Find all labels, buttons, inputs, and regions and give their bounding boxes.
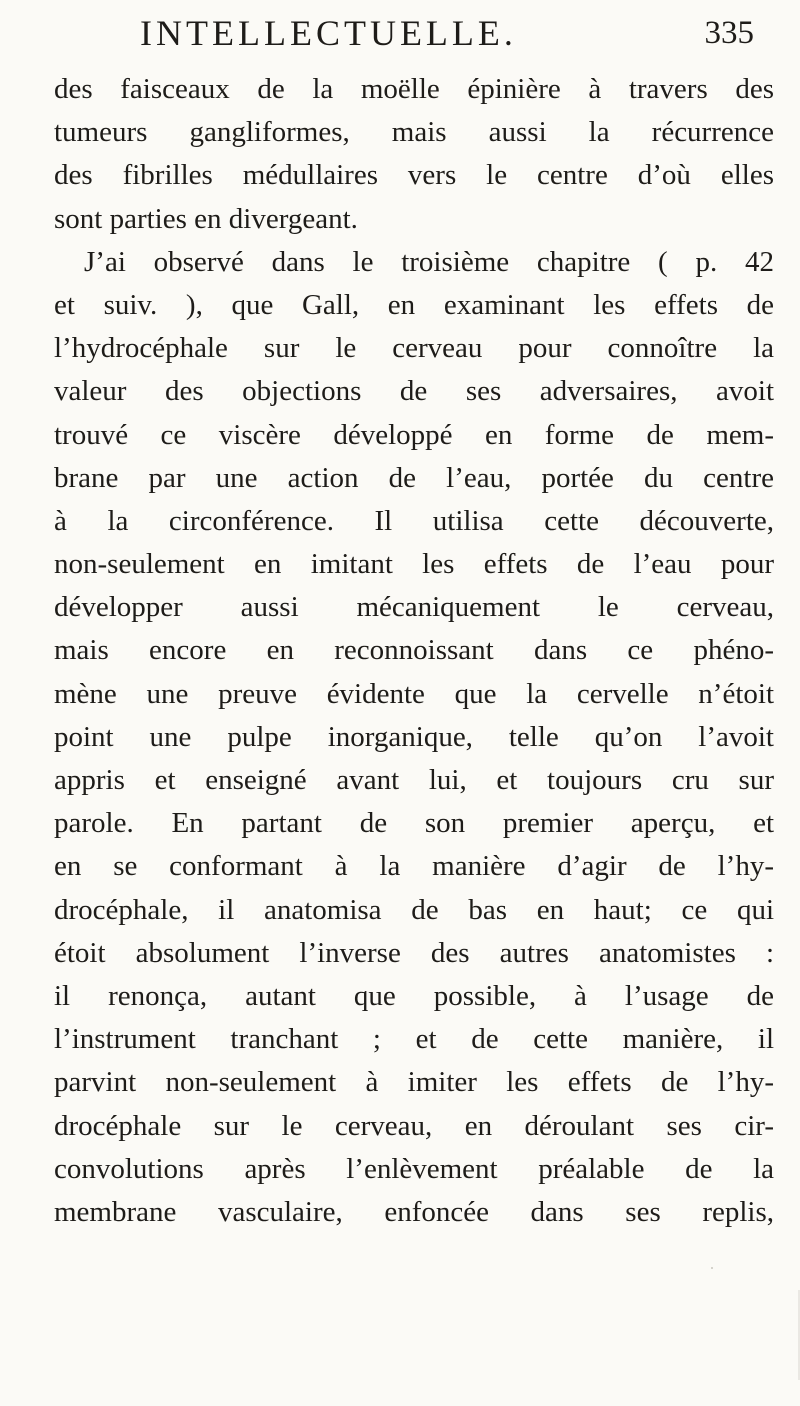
text-line: brane par une action de l’eau, portée du centre — [54, 461, 774, 494]
text-line: à la circonférence. Il utilisa cette découverte, — [54, 504, 774, 537]
text-line: convolutions après l’enlèvement préalable de la — [54, 1152, 774, 1185]
text-line: membrane vasculaire, enfoncée dans ses replis, — [54, 1195, 774, 1228]
page-number: 335 — [704, 15, 754, 51]
text-line: trouvé ce viscère développé en forme de mem- — [54, 418, 774, 451]
text-line: drocéphale sur le cerveau, en déroulant ses cir- — [54, 1109, 774, 1142]
text-line: non-seulement en imitant les effets de l’eau pour — [54, 548, 774, 581]
paragraph-end-line: sont parties en divergeant. — [54, 202, 358, 235]
text-line: appris et enseigné avant lui, et toujours cru sur — [54, 764, 774, 796]
running-title: INTELLECTUELLE. — [140, 13, 517, 53]
text-line: point une pulpe inorganique, telle qu’on l’avoit — [54, 720, 774, 753]
paper-speck — [711, 1267, 713, 1269]
text-line: mais encore en reconnoissant dans ce phéno- — [54, 634, 774, 667]
running-head — [140, 8, 760, 58]
text-line: parole. En partant de son premier aperçu, et — [54, 807, 774, 840]
text-line: développer aussi mécaniquement le cerveau, — [54, 591, 774, 624]
text-line: il renonça, autant que possible, à l’usage de — [54, 979, 774, 1012]
text-line: tumeurs gangliformes, mais aussi la récurrence — [54, 116, 774, 149]
text-line: l’hydrocéphale sur le cerveau pour connoître la — [54, 332, 774, 365]
body-text — [54, 68, 774, 1234]
text-line: l’instrument tranchant ; et de cette manière, il — [54, 1023, 774, 1056]
paragraph-start-line: J’ai observé dans le troisième chapitre ( p. 42 — [84, 245, 774, 278]
text-line: parvint non-seulement à imiter les effets de l’hy- — [54, 1066, 774, 1099]
text-line: des faisceaux de la moëlle épinière à travers des — [54, 73, 774, 105]
text-line: et suiv. ), que Gall, en examinant les effets de — [54, 288, 774, 321]
text-line: mène une preuve évidente que la cervelle n’étoit — [54, 677, 774, 710]
text-line: étoit absolument l’inverse des autres anatomistes : — [54, 936, 774, 969]
text-line: valeur des objections de ses adversaires, avoit — [54, 375, 774, 408]
text-line: des fibrilles médullaires vers le centre d’où elles — [54, 159, 774, 192]
text-line: en se conformant à la manière d’agir de l’hy- — [54, 850, 774, 883]
text-line: drocéphale, il anatomisa de bas en haut; ce qui — [54, 893, 774, 926]
